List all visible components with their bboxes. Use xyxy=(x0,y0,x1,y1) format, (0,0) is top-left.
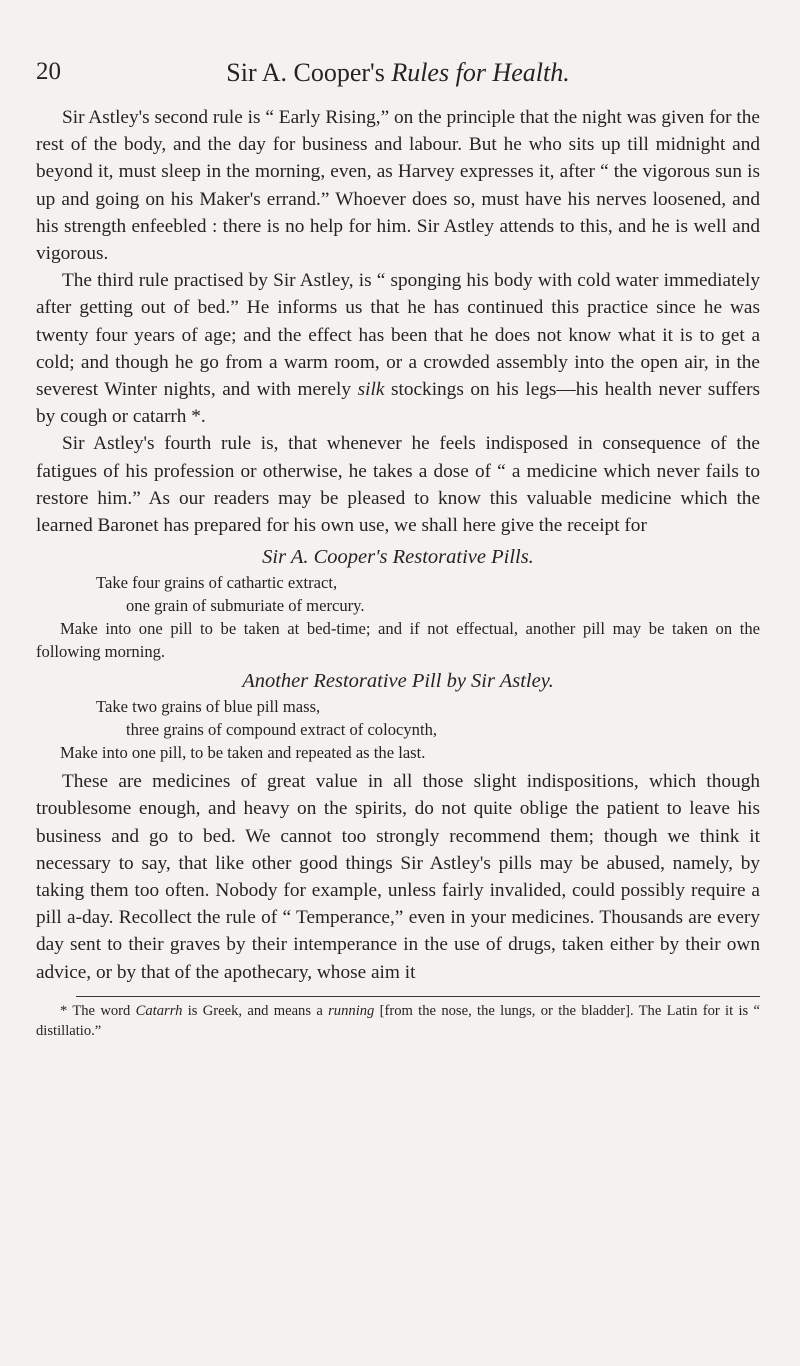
paragraph-early-rising: Sir Astley's second rule is “ Early Rising,” on the principle that the night was given for the rest of the body, and the day for business and labour. But he who sits up till midnight and beyond it, must sleep in the morning, even, as Harvey expresses it, after “ the vigorous sun is up and going on his Maker's errand.” Whoever does so, must have his nerves loosened, and his strength enfeebled : there is no help for him. Sir Astley attends to this, and he is well and vigorous. xyxy=(36,107,760,265)
recipe-ingredient: Take four grains of cathartic extract, xyxy=(96,573,338,593)
recipe-ingredient: one grain of submuriate of mercury. xyxy=(126,596,365,616)
footnote-start: * The word xyxy=(60,1002,136,1019)
paragraph-cold-water-end: stockings on his legs—his health never suffers by cough or catarrh *. xyxy=(36,379,760,428)
silk-italic: silk xyxy=(357,379,385,401)
page-number: 20 xyxy=(36,58,61,85)
running-title xyxy=(36,58,760,88)
recipe-ingredient: three grains of compound extract of colocynth, xyxy=(126,720,438,740)
footnote xyxy=(36,1001,760,1041)
paragraph-value-of-medicines: These are medicines of great value in all those slight indispositions, which though troublesome enough, and heavy on the spirits, do not quite oblige the patient to leave his business and go to bed. We cannot too strongly recommend them; though we think it necessary to say, that like other good things Sir Astley's pills may be abused, namely, by taking them too often. Nobody for example, unless fairly invalided, could possibly require a pill a-day. Recollect the rule of “ Temperance,” even in your medicines. Thousands are every day sent to their graves by their intemperance in the use of drugs, taken either by their own advice, or by that of the apothecary, whose aim it xyxy=(36,771,760,983)
footnote-running-italic: running xyxy=(328,1002,375,1019)
footnote-middle: is Greek, and means a xyxy=(182,1002,329,1019)
paragraph-fourth-rule: Sir Astley's fourth rule is, that whenever he feels indisposed in consequence of the fatigues of his profession or otherwise, he takes a dose of “ a medicine which never fails to restore him.” As our readers may be pleased to know this valuable medicine which the learned Baronet has prepared for his own use, we shall here give the receipt for xyxy=(36,433,760,537)
recipe-restorative-pills xyxy=(36,543,760,663)
running-head xyxy=(36,0,760,104)
body-text xyxy=(36,104,760,986)
footnote-rule xyxy=(76,996,760,997)
recipe-title: Another Restorative Pill by Sir Astley. xyxy=(242,670,554,693)
recipe-title: Sir A. Cooper's Restorative Pills. xyxy=(262,546,534,569)
paragraph-cold-water xyxy=(36,267,760,430)
recipe-another-pill xyxy=(36,667,760,764)
recipe-instruction: Make into one pill to be taken at bed-time; and if not effectual, another pill may be taken on the following morning. xyxy=(36,619,760,662)
paragraph-cold-water-text: The third rule practised by Sir Astley, is “ sponging his body with cold water immediately after getting out of bed.” He informs us that he has continued this practice since he was twenty four years of age; and the effect has been that he does not know what it is to get a cold; and though he go from a warm room, or a crowded assembly into the open air, in the severest Winter nights, and with merely xyxy=(36,270,760,401)
recipe-instruction: Make into one pill, to be taken and repeated as the last. xyxy=(60,743,426,763)
book-page xyxy=(36,0,760,1041)
running-title-italic: Rules for Health. xyxy=(391,58,570,87)
recipe-ingredient: Take two grains of blue pill mass, xyxy=(96,697,321,717)
footnote-word-italic: Catarrh xyxy=(135,1002,183,1019)
footnote-end: [from the nose, the lungs, or the bladder]. The Latin for it is “ distillatio.” xyxy=(36,1002,760,1039)
running-title-roman: Sir A. Cooper's xyxy=(226,58,392,87)
